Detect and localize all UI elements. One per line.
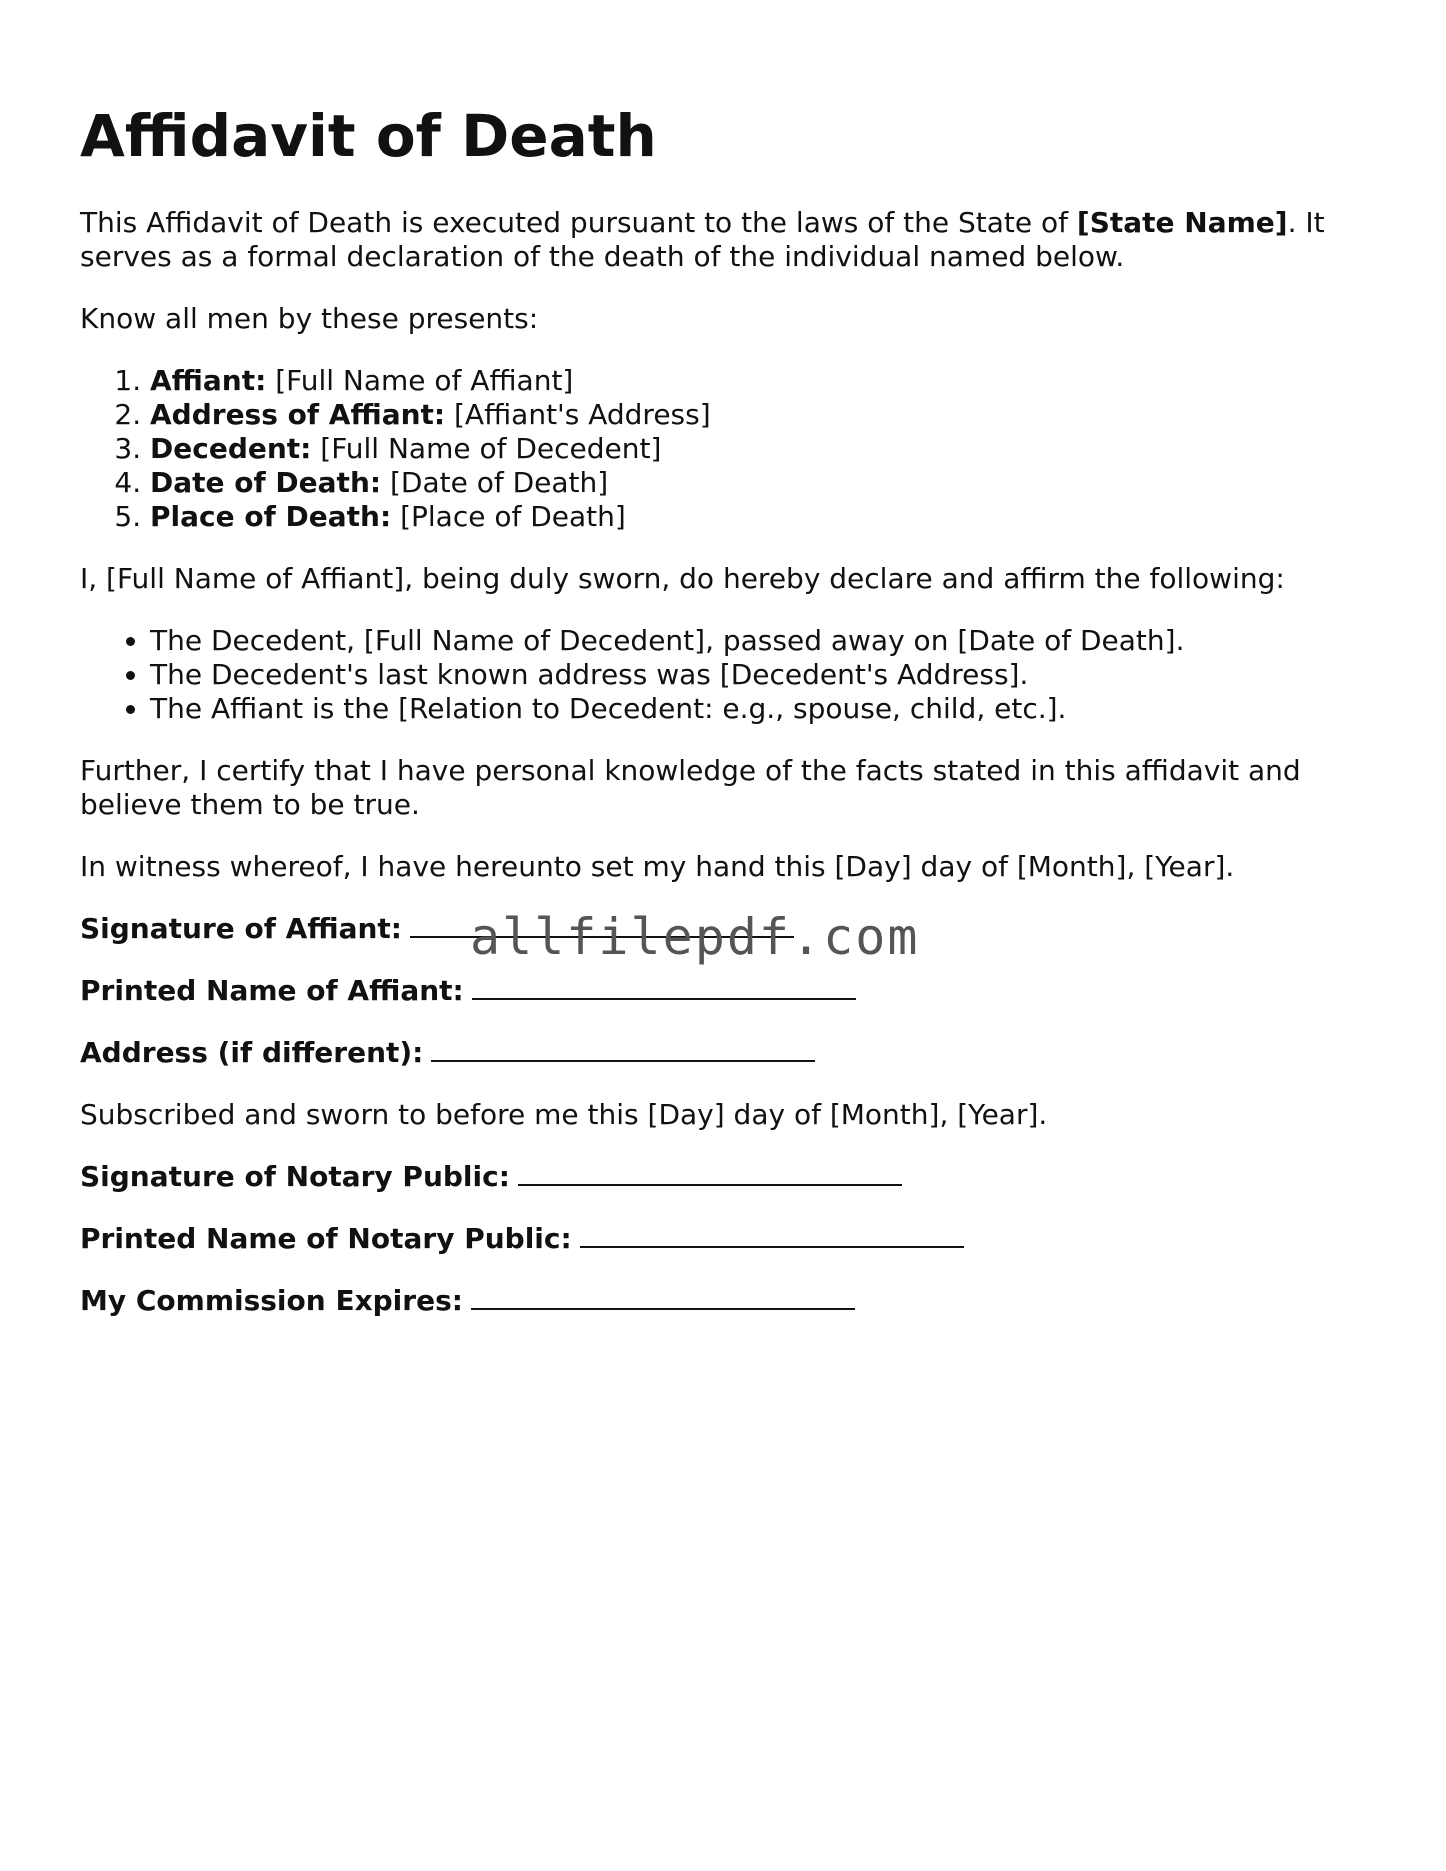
notary-printed-name-field[interactable]: [580, 1222, 964, 1248]
fact-decedent: [150, 432, 1370, 466]
notary-signature-label: Signature of Notary Public:: [80, 1160, 510, 1193]
affiant-printed-name-label: Printed Name of Affiant:: [80, 974, 464, 1007]
fact-value: [Place of Death]: [391, 500, 626, 533]
facts-list: [80, 364, 1370, 534]
declaration-item: • The Affiant is the [Relation to Decedent: e.g., spouse, child, etc.].: [150, 692, 1370, 726]
presents-line: Know all men by these presents:: [80, 302, 539, 335]
intro-paragraph: [80, 206, 1370, 274]
affiant-printed-name-field[interactable]: [472, 974, 856, 1000]
notary-signature-field[interactable]: [518, 1160, 902, 1186]
affiant-signature-label: Signature of Affiant:: [80, 912, 402, 945]
fact-label: Place of Death:: [150, 500, 392, 533]
certification-paragraph: Further, I certify that I have personal knowledge of the facts stated in this affidavit and believe them to be true.: [80, 754, 1301, 821]
fact-value: [Date of Death]: [381, 466, 609, 499]
declaration-intro: I, [Full Name of Affiant], being duly sworn, do hereby declare and affirm the following:: [80, 562, 1285, 595]
state-name-placeholder: [State Name]: [1076, 206, 1288, 239]
fact-date-of-death: [150, 466, 1370, 500]
fact-value: [Full Name of Decedent]: [311, 432, 662, 465]
notary-printed-name-line: [80, 1222, 1370, 1256]
intro-text-before: This Affidavit of Death is executed pursuant to the laws of the State of: [80, 206, 1077, 239]
declaration-item: • The Decedent, [Full Name of Decedent], passed away on [Date of Death].: [150, 624, 1370, 658]
watermark-text: allfilepdf.com: [470, 908, 920, 966]
notary-commission-line: [80, 1284, 1370, 1318]
witness-paragraph: In witness whereof, I have hereunto set my hand this [Day] day of [Month], [Year].: [80, 850, 1235, 883]
document-content: [80, 100, 1370, 1318]
affiant-address-field[interactable]: [431, 1036, 815, 1062]
notary-printed-name-label: Printed Name of Notary Public:: [80, 1222, 572, 1255]
affiant-address-line: [80, 1036, 1370, 1070]
notary-signature-line: [80, 1160, 1370, 1194]
fact-affiant: [150, 364, 1370, 398]
fact-value: [Full Name of Affiant]: [266, 364, 574, 397]
declaration-item: • The Decedent's last known address was [Decedent's Address].: [150, 658, 1370, 692]
document-title: Affidavit of Death: [80, 102, 657, 170]
affiant-address-label: Address (if different):: [80, 1036, 424, 1069]
fact-label: Date of Death:: [150, 466, 382, 499]
fact-value: [Affiant's Address]: [445, 398, 711, 431]
fact-affiant-address: [150, 398, 1370, 432]
affiant-printed-name-line: [80, 974, 1370, 1008]
fact-label: Affiant:: [150, 364, 267, 397]
declarations-list: [80, 624, 1370, 726]
fact-label: Decedent:: [150, 432, 312, 465]
fact-label: Address of Affiant:: [150, 398, 446, 431]
subscribed-paragraph: Subscribed and sworn to before me this [Day] day of [Month], [Year].: [80, 1098, 1048, 1131]
intro-text-after: . It serves as a formal declaration of the death of the individual named below.: [80, 206, 1325, 273]
notary-commission-field[interactable]: [471, 1284, 855, 1310]
fact-place-of-death: [150, 500, 1370, 534]
notary-commission-label: My Commission Expires:: [80, 1284, 463, 1317]
